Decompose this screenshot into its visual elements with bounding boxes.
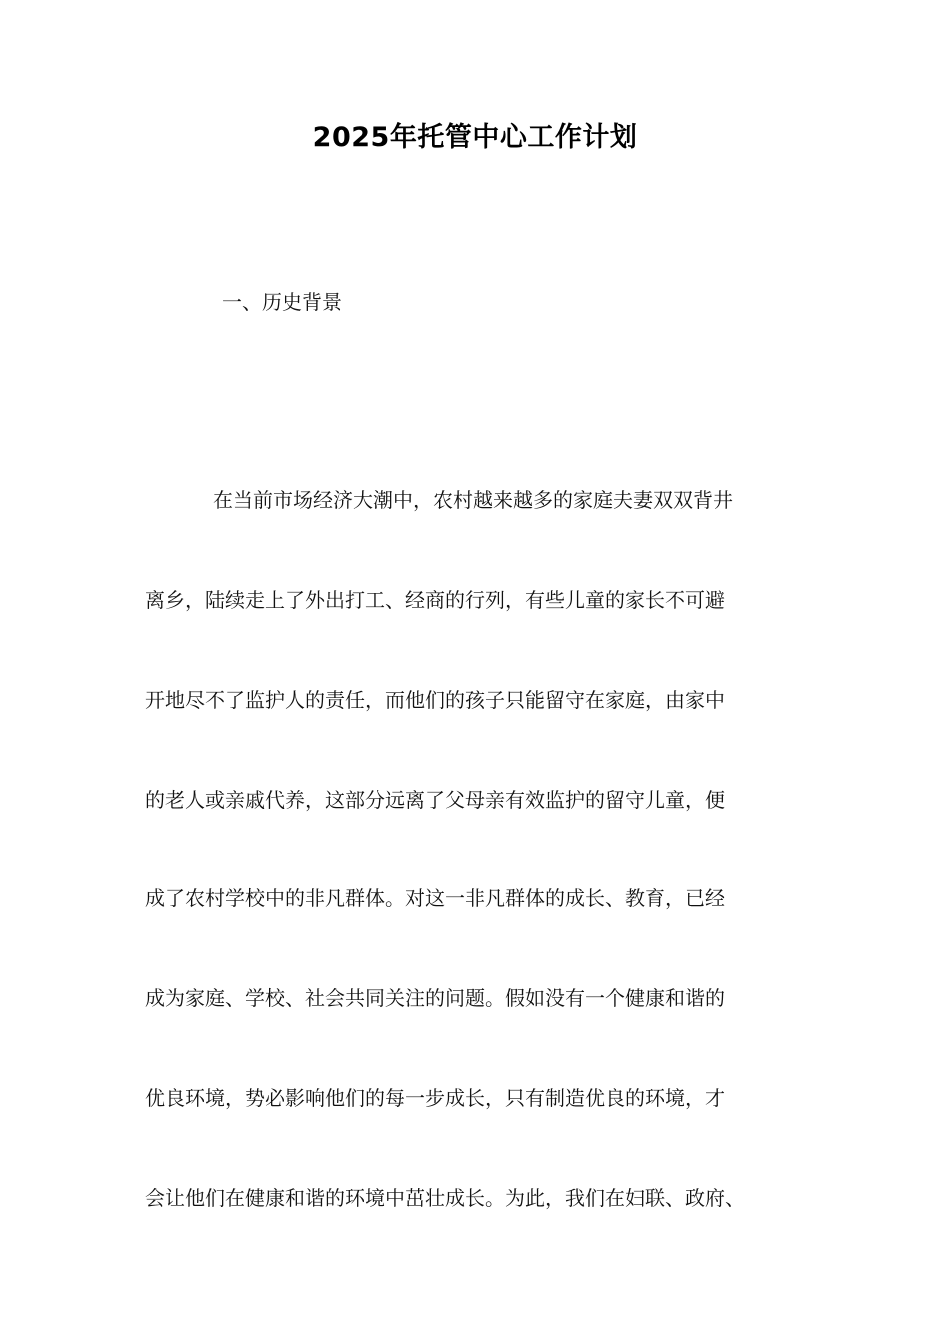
paragraph-line: 的老人或亲戚代养，这部分远离了父母亲有效监护的留守儿童，便 xyxy=(145,788,725,812)
paragraph-line: 成为家庭、学校、社会共同关注的问题。假如没有一个健康和谐的 xyxy=(145,986,725,1010)
paragraph-line: 优良环境，势必影响他们的每一步成长，只有制造优良的环境，才 xyxy=(145,1086,725,1110)
document-title: 2025年托管中心工作计划 xyxy=(312,122,638,153)
paragraph-line: 开地尽不了监护人的责任，而他们的孩子只能留守在家庭，由家中 xyxy=(145,688,725,712)
paragraph-line: 会让他们在健康和谐的环境中茁壮成长。为此，我们在妇联、政府、 xyxy=(145,1186,745,1210)
paragraph-line: 离乡，陆续走上了外出打工、经商的行列，有些儿童的家长不可避 xyxy=(145,588,725,612)
paragraph-line: 在当前市场经济大潮中，农村越来越多的家庭夫妻双双背井 xyxy=(213,488,733,512)
paragraph-line: 成了农村学校中的非凡群体。对这一非凡群体的成长、教育，已经 xyxy=(145,886,725,910)
section-heading: 一、历史背景 xyxy=(222,290,342,314)
